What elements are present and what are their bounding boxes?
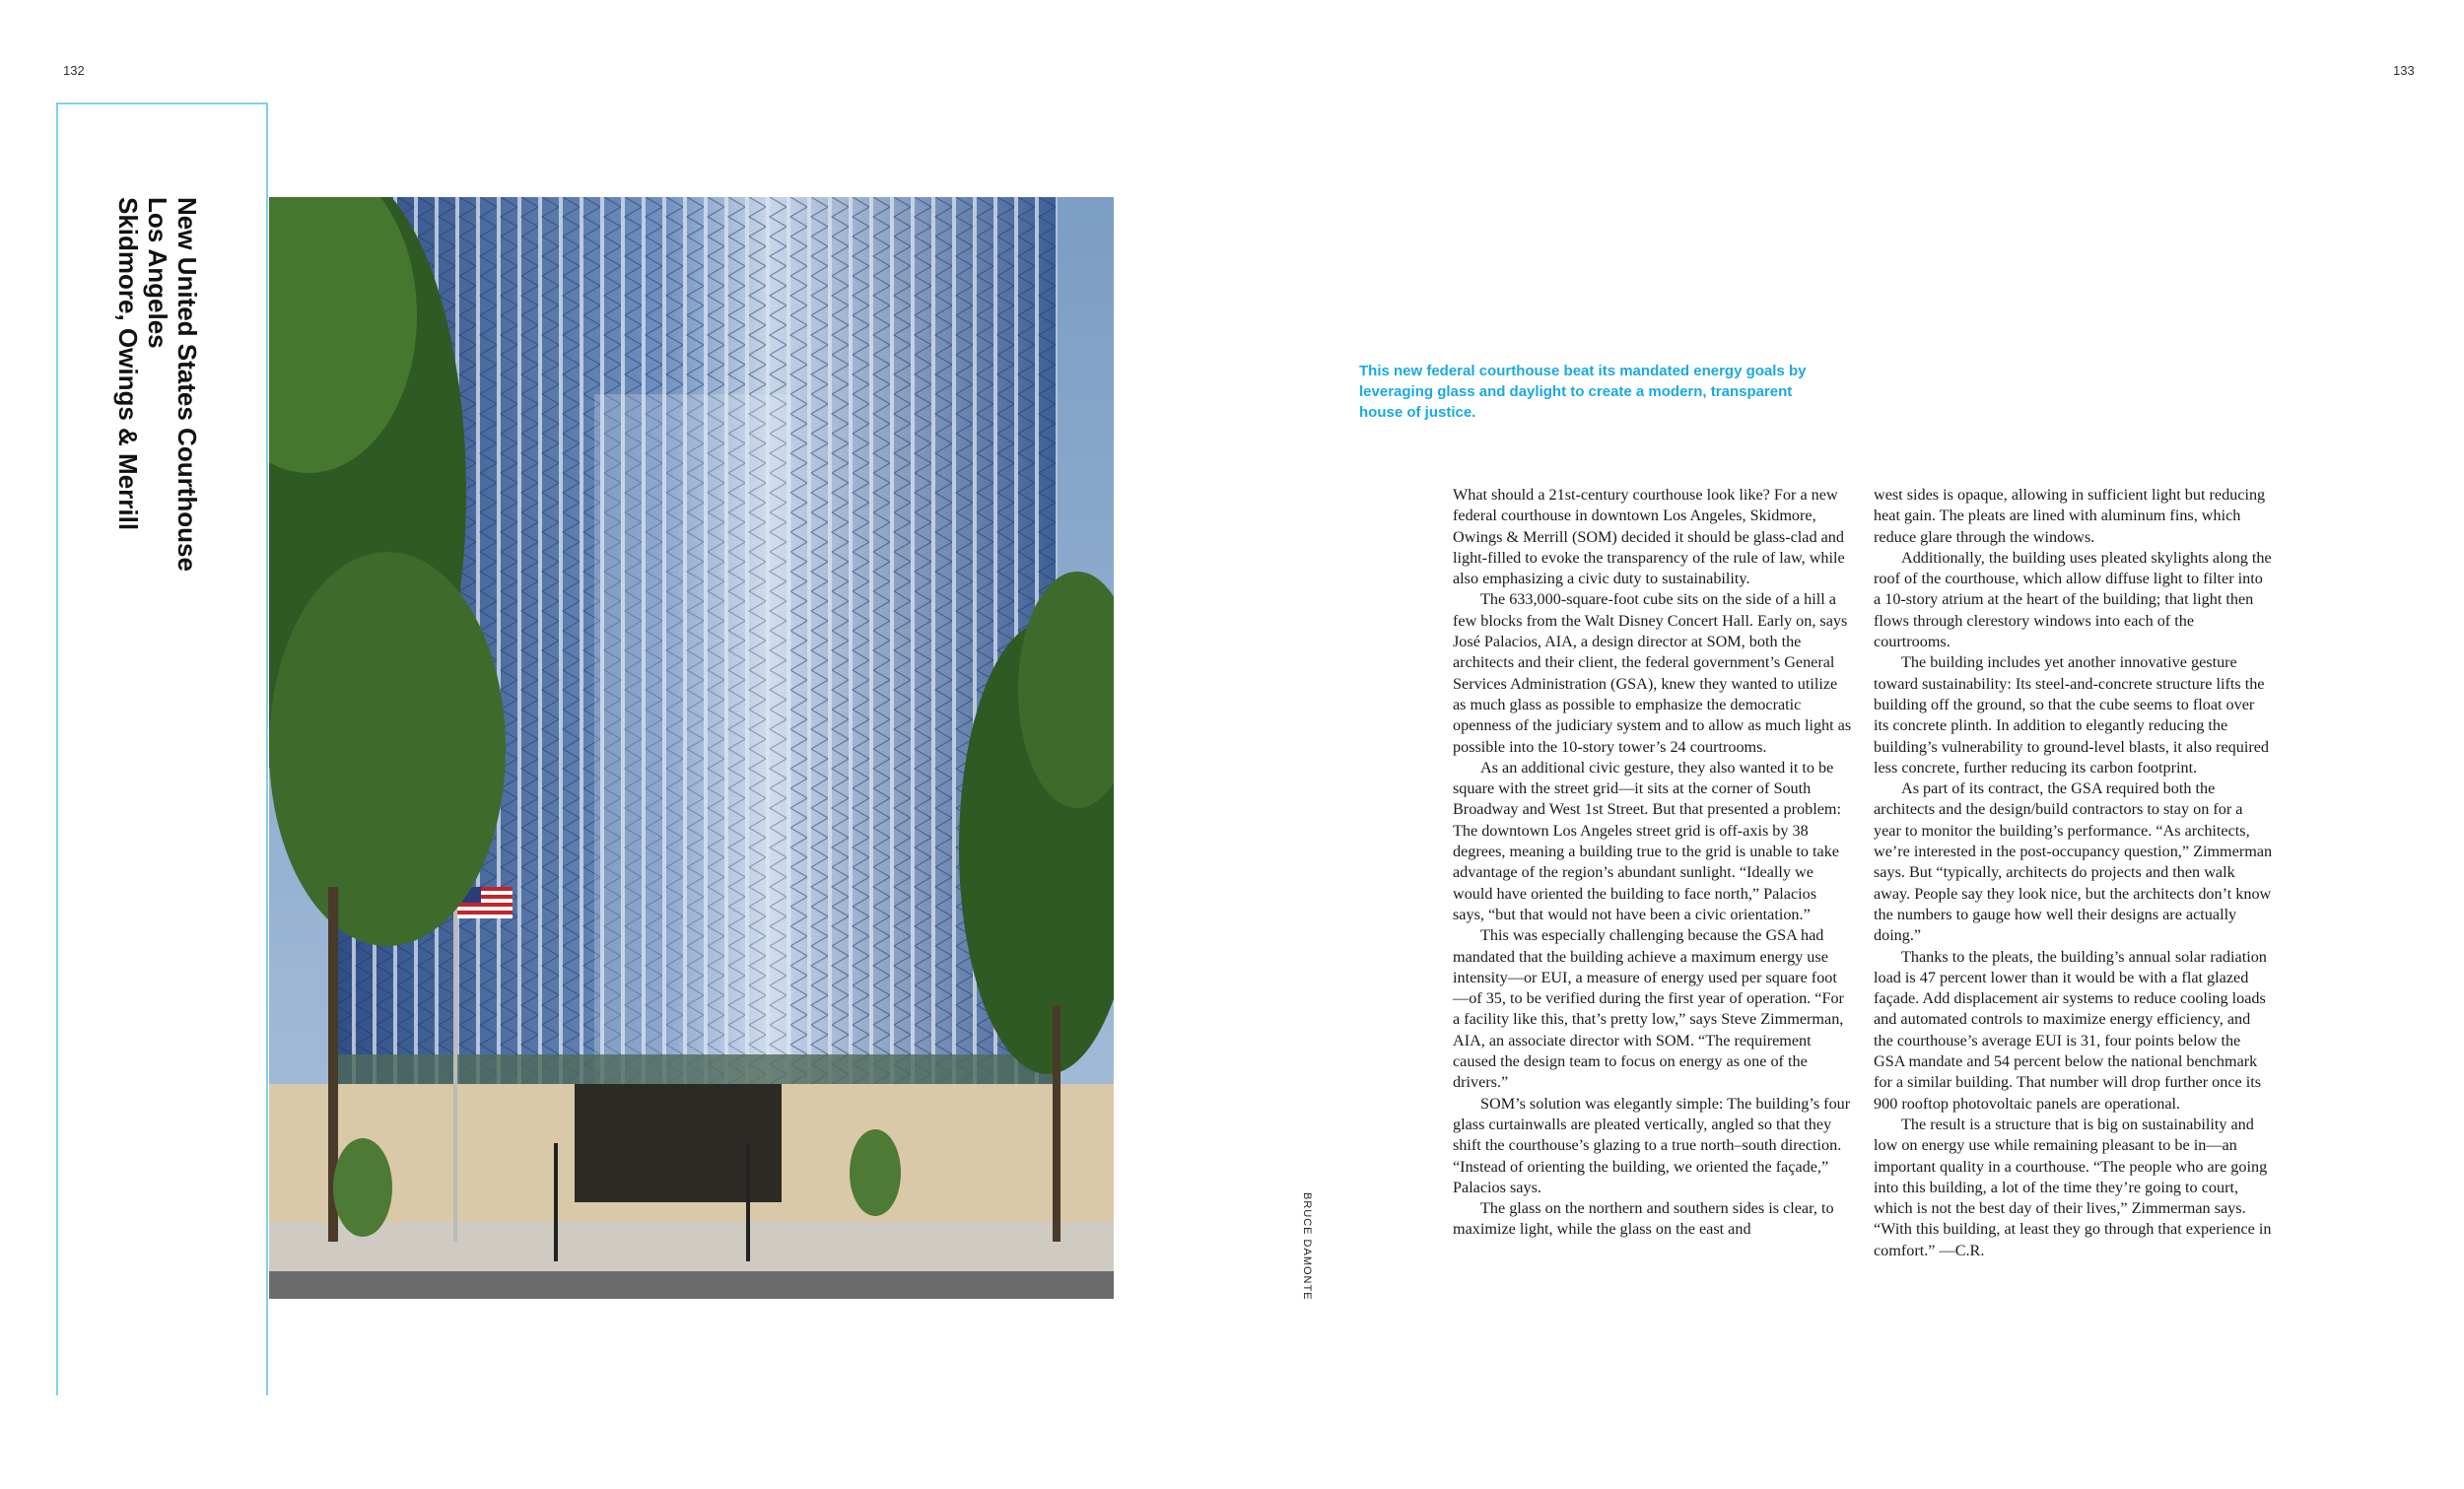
paragraph: SOM’s solution was elegantly simple: The building’s four glass curtainwalls are pleated vertically, angled so that they shift the courthouse’s glazing to a true north–south direction. “Instead of orienting the building, we oriented the façade,” Palacios says. [1453,1094,1851,1196]
page-number-left: 132 [63,63,85,78]
project-location: Los Angeles [143,197,172,349]
paragraph: As an additional civic gesture, they also wanted it to be square with the street grid—it sits at the corner of South Broadway and West 1st Street. But that presented a problem: The downtown Los Angeles street grid is off-axis by 38 degrees, meaning a building true to the grid is unable to take advantage of the region’s abundant sunlight. “Ideally we would have oriented the building to face north,” Palacios says, “but that would not have been a civic orientation.” [1453,758,1841,923]
project-architect: Skidmore, Owings & Merrill [113,197,143,531]
paragraph: Additionally, the building uses pleated skylights along the roof of the courthouse, which allow diffuse light to filter into a 10-story atrium at the heart of the building; that light then flows through clerestory windows into each of the courtrooms. [1874,548,2272,651]
article-deck: This new federal courthouse beat its mandated energy goals by leveraging glass and daylight to create a modern, transparent house of justice. [1359,363,1807,421]
paragraph: As part of its contract, the GSA required both the architects and the design/build contractors to stay on for a year to monitor the building’s performance. “As architects, we’re interested in the post-occupancy question,” Zimmerman says. But “typically, architects do projects and then walk away. People say they look nice, but the architects don’t know the numbers to gauge how well their designs are actually doing.” [1874,779,2273,945]
paragraph: The glass on the northern and southern sides is clear, to maximize light, while the glass on the east and [1453,1199,1834,1239]
page-number-right: 133 [2393,63,2415,78]
paragraph: The result is a structure that is big on sustainability and low on energy use while remaining pleasant to be in—an important quality in a courthouse. “The people who are going into this building, a lot of the time they’re going to court, which is not the best day of their lives,” Zimmerman says. “With this building, at least they go through that experience in comfort.” —C.R. [1874,1115,2272,1259]
courthouse-photo [269,197,1114,1299]
title-block [103,197,202,611]
paragraph: This was especially challenging because the GSA had mandated that the building achieve a maximum energy use intensity—or EUI, a measure of energy used per square foot—of 35, to be verified during the first year of operation. “For a facility like this, that’s pretty low,” says Steve Zimmerman, AIA, an associate director with SOM. “The requirement caused the design team to focus on energy as one of the drivers.” [1453,926,1844,1092]
paragraph: west sides is opaque, allowing in sufficient light but reducing heat gain. The pleats are lined with aluminum fins, which reduce glare through the windows. [1874,486,2266,546]
body-column-left [1453,485,1852,1241]
paragraph: The 633,000-square-foot cube sits on the side of a hill a few blocks from the Walt Disney Concert Hall. Early on, says José Palacios, AIA, a design director at SOM, both the architects and their client, the federal government’s General Services Administration (GSA), knew they wanted to utilize as much glass as possible to emphasize the democratic openness of the judiciary system and to allow as much light as possible into the 10-story tower’s 24 courtrooms. [1453,590,1852,756]
body-column-right [1874,485,2273,1261]
photo-credit-block [1295,1192,1315,1311]
paragraph: Thanks to the pleats, the building’s annual solar radiation load is 47 percent lower than it would be with a flat glazed façade. Add displacement air systems to reduce cooling loads and automated controls to maximize energy efficiency, and the courthouse’s average EUI is 31, four points below the GSA mandate and 54 percent below the national benchmark for a similar building. That number will drop further once its 900 rooftop photovoltaic panels are operational. [1874,947,2267,1113]
paragraph: The building includes yet another innovative gesture toward sustainability: Its steel-and-concrete structure lifts the building off the ground, so that the cube seems to float over its concrete plinth. In addition to elegantly reducing the building’s vulnerability to ground-level blasts, it also required less concrete, further reducing its carbon footprint. [1874,653,2270,777]
photo-credit: BRUCE DAMONTE [1301,1192,1313,1301]
project-title: New United States Courthouse [172,197,202,572]
paragraph: What should a 21st-century courthouse look like? For a new federal courthouse in downtown Los Angeles, Skidmore, Owings & Merrill (SOM) decided it should be glass-clad and light-filled to evoke the transparency of the rule of law, while also emphasizing a civic duty to sustainability. [1453,486,1845,588]
